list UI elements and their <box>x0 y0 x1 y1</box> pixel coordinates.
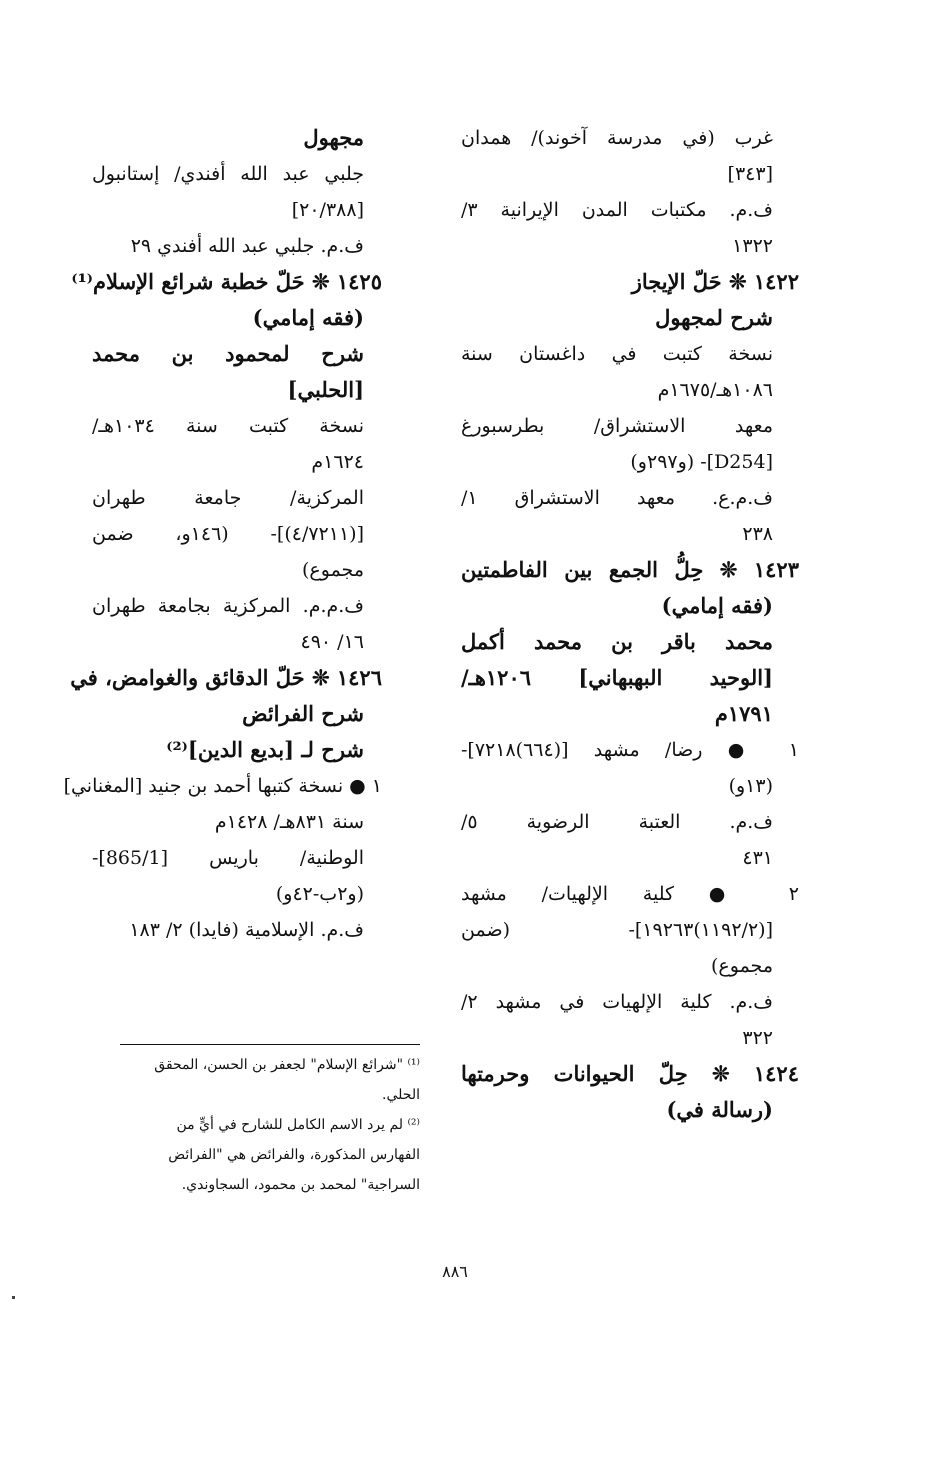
right-column-line: ١ ● رضا/ مشهد [(٦٦٤)٧٢١٨]- <box>461 739 799 761</box>
right-column-line: [الوحيد البهبهاني] ١٢٠٦هـ/ <box>461 665 773 690</box>
left-column-line: ١٤٢٥ ❊ حَلّ خطبة شرائع الإسلام⁽¹⁾ <box>71 269 382 294</box>
left-column-line: ١ ● نسخة كتبها أحمد بن جنيد [المغناني] <box>63 775 382 797</box>
right-column-line: (١٣و) <box>728 775 773 797</box>
left-column-line: شرح الفرائض <box>242 701 364 726</box>
right-column-line: (رسالة في) <box>666 1097 773 1122</box>
left-column-line: [الحلبي] <box>287 377 364 402</box>
footnote-line: ⁽¹⁾ "شرائع الإسلام" لجعفر بن الحسن، المحقق <box>154 1057 420 1073</box>
right-column-line: ١٤٢٢ ❊ حَلّ الإيجاز <box>631 269 799 294</box>
right-column-line: ٢٣٨ <box>742 523 773 545</box>
right-column-line: ف.م.ع. معهد الاستشراق ١/ <box>461 487 773 509</box>
left-column-line: [(٤/٧٢١١)]- (١٤٦و، ضمن <box>92 523 364 545</box>
left-column-line: مجموع) <box>302 559 364 581</box>
footnote-line: ⁽²⁾ لم يرد الاسم الكامل للشارح في أيٍّ من <box>176 1117 420 1133</box>
left-column <box>63 120 382 948</box>
right-column-line: نسخة كتبت في داغستان سنة <box>461 343 773 365</box>
right-column-line: غرب (في مدرسة آخوند)/ همدان <box>461 127 773 149</box>
left-column-line: نسخة كتبت سنة ١٠٣٤هـ/ <box>92 415 364 437</box>
left-column-line: سنة ٨٣١هـ/ ١٤٢٨م <box>214 811 364 833</box>
right-column-line: ٣٢٢ <box>742 1027 773 1049</box>
left-column-line: شرح لمحمود بن محمد <box>92 341 364 366</box>
left-column-line: شرح لـ [بديع الدين]⁽²⁾ <box>166 737 364 762</box>
right-column-line: ٢ ● كلية الإلهيات/ مشهد <box>461 883 799 905</box>
right-column-line: ٤٣١ <box>742 847 773 869</box>
left-column-line: ١٤٢٦ ❊ حَلّ الدقائق والغوامض، في <box>70 665 382 690</box>
left-column-line: ف.م. الإسلامية (فايدا) ٢/ ١٨٣ <box>129 919 364 941</box>
scan-speck <box>12 1296 15 1299</box>
left-column-line: [٢٠/٣٨٨] <box>291 199 364 221</box>
left-column-line: (فقه إمامي) <box>252 305 364 330</box>
left-column-line: ف.م.م. المركزية بجامعة طهران <box>92 595 364 617</box>
right-column-line: [٣٤٣] <box>727 163 773 185</box>
right-column <box>461 120 799 1128</box>
right-column-line: ١٠٨٦هـ/١٦٧٥م <box>657 379 773 401</box>
footnote-line: السراجية" لمحمد بن محمود، السجاوندي. <box>181 1177 420 1193</box>
right-column-line: ١٤٢٣ ❊ حِلُّ الجمع بين الفاطمتين <box>461 557 799 582</box>
right-column-line: محمد باقر بن محمد أكمل <box>461 629 773 654</box>
right-column-line: ١٧٩١م <box>714 701 773 726</box>
footnote-line: الفهارس المذكورة، والفرائض هي "الفرائض <box>168 1147 420 1163</box>
right-column-line: معهد الاستشراق/ بطرسبورغ <box>461 415 773 437</box>
page-number: ٨٨٦ <box>442 1262 468 1281</box>
left-column-line: مجهول <box>303 125 364 150</box>
right-column-line: (فقه إمامي) <box>661 593 773 618</box>
left-column-line: ف.م. جلبي عبد الله أفندي ٢٩ <box>130 235 364 257</box>
footnote-line: الحلي. <box>382 1087 420 1103</box>
right-column-line: [D254]- (و٢٩٧و) <box>630 451 773 473</box>
right-column-line: ف.م. العتبة الرضوية ٥/ <box>461 811 773 833</box>
left-column-line: ١٦/ ٤٩٠ <box>300 631 364 653</box>
right-column-line: ف.م. مكتبات المدن الإيرانية ٣/ <box>461 199 773 221</box>
right-column-line: شرح لمجهول <box>655 305 773 330</box>
right-column-line: [(١١٩٢/٢)١٩٢٦٣]- (ضمن <box>461 919 773 941</box>
footnotes <box>115 1050 420 1200</box>
left-column-line: الوطنية/ باريس [865/1]- <box>92 847 364 869</box>
right-column-line: ف.م. كلية الإلهيات في مشهد ٢/ <box>461 991 773 1013</box>
footnote-separator <box>120 1044 420 1045</box>
right-column-line: ١٤٢٤ ❊ حِلّ الحيوانات وحرمتها <box>461 1061 799 1086</box>
left-column-line: (و٢ب-٤٢و) <box>275 883 364 905</box>
left-column-line: ١٦٢٤م <box>311 451 364 473</box>
right-column-line: مجموع) <box>711 955 773 977</box>
left-column-line: المركزية/ جامعة طهران <box>92 487 364 509</box>
right-column-line: ١٣٢٢ <box>732 235 773 257</box>
left-column-line: جلبي عبد الله أفندي/ إستانبول <box>92 163 364 185</box>
